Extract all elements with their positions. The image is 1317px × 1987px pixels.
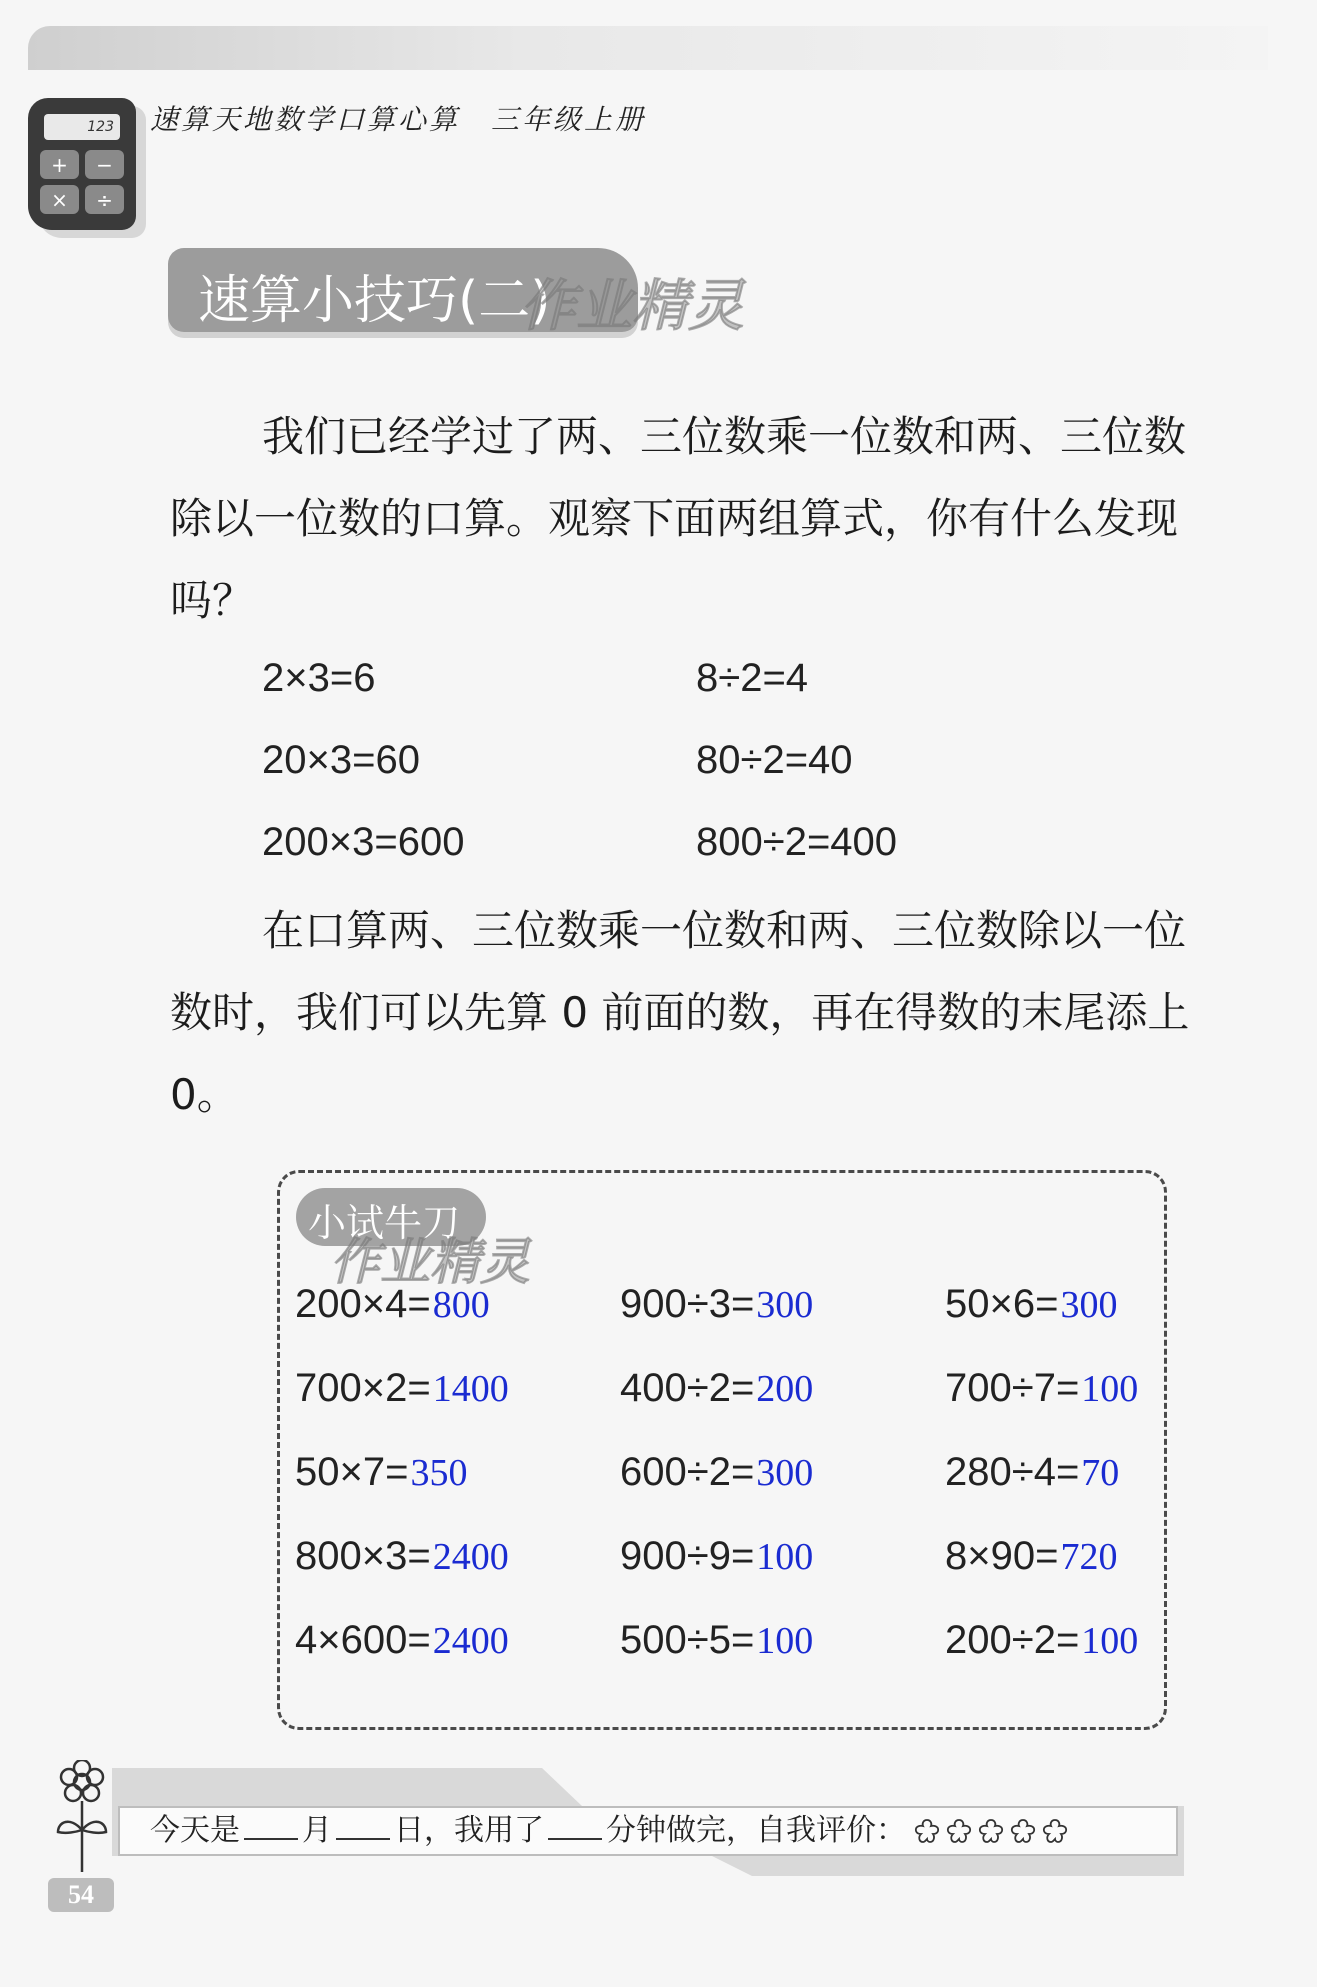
practice-answer[interactable]: 100 [1081, 1368, 1139, 1410]
flower-icon [52, 1760, 112, 1880]
day-blank[interactable] [336, 1808, 390, 1840]
practice-expression: 400÷2= [620, 1366, 755, 1410]
practice-item [945, 1282, 1117, 1327]
rating-flower-icon[interactable] [1040, 1817, 1070, 1847]
practice-answer[interactable]: 1400 [432, 1368, 509, 1410]
practice-answer[interactable]: 800 [432, 1284, 490, 1326]
rating-flower-icon[interactable] [944, 1817, 974, 1847]
practice-item [945, 1450, 1119, 1495]
practice-expression: 50×6= [945, 1282, 1059, 1326]
practice-answer[interactable]: 2400 [432, 1536, 509, 1578]
practice-answer[interactable]: 720 [1060, 1536, 1118, 1578]
practice-answer[interactable]: 350 [410, 1452, 468, 1494]
example-left-2: 20×3=60 [262, 738, 420, 782]
practice-answer[interactable]: 100 [1081, 1620, 1139, 1662]
rating-flower-icon[interactable] [1008, 1817, 1038, 1847]
practice-answer[interactable]: 100 [756, 1620, 814, 1662]
practice-answer[interactable]: 100 [756, 1536, 814, 1578]
watermark-top: 作业精灵 [520, 274, 744, 339]
page-number: 54 [48, 1878, 114, 1912]
practice-answer[interactable]: 200 [756, 1368, 814, 1410]
practice-answer[interactable]: 300 [756, 1452, 814, 1494]
practice-expression: 50×7= [295, 1450, 409, 1494]
practice-label: 小试牛刀 [308, 1201, 461, 1245]
practice-answer[interactable]: 300 [1060, 1284, 1118, 1326]
practice-answer[interactable]: 70 [1081, 1452, 1120, 1494]
practice-expression: 200÷2= [945, 1618, 1080, 1662]
header-band [28, 26, 1268, 70]
self-rating[interactable] [912, 1817, 1070, 1847]
practice-item [295, 1534, 509, 1579]
practice-item [620, 1534, 813, 1579]
example-right-1: 8÷2=4 [696, 656, 809, 700]
intro-paragraph: 我们已经学过了两、三位数乘一位数和两、三位数除以一位数的口算。观察下面两组算式，你有什么发现吗？ [170, 412, 1187, 625]
calculator-display: 123 [44, 114, 120, 140]
rating-flower-icon[interactable] [912, 1817, 942, 1847]
footer-self-evaluation: 今天是 月 日，我用了 分钟做完，自我评价： [150, 1806, 1070, 1856]
rating-flower-icon[interactable] [976, 1817, 1006, 1847]
calculator-keys [40, 150, 124, 214]
practice-expression: 500÷5= [620, 1618, 755, 1662]
practice-item [295, 1282, 490, 1327]
minus-key-icon: − [85, 150, 124, 179]
practice-expression: 900÷9= [620, 1534, 755, 1578]
practice-answer[interactable]: 2400 [432, 1620, 509, 1662]
example-right-2: 80÷2=40 [696, 738, 853, 782]
times-key-icon: × [40, 185, 79, 214]
practice-item [945, 1366, 1138, 1411]
practice-expression: 800×3= [295, 1534, 431, 1578]
watermark-practice: 作业精灵 [330, 1233, 530, 1291]
example-left-3: 200×3=600 [262, 820, 465, 864]
minutes-blank[interactable] [548, 1808, 602, 1840]
practice-item [620, 1282, 813, 1327]
practice-item [945, 1618, 1138, 1663]
practice-item [295, 1366, 509, 1411]
plus-key-icon: + [40, 150, 79, 179]
practice-expression: 8×90= [945, 1534, 1059, 1578]
practice-item [295, 1618, 509, 1663]
practice-item [295, 1450, 467, 1495]
practice-expression: 200×4= [295, 1282, 431, 1326]
practice-item [620, 1618, 813, 1663]
practice-expression: 4×600= [295, 1618, 431, 1662]
example-left-1: 2×3=6 [262, 656, 376, 700]
practice-item [945, 1534, 1117, 1579]
example-right-3: 800÷2=400 [696, 820, 898, 864]
practice-item [620, 1450, 813, 1495]
practice-item [620, 1366, 813, 1411]
rule-paragraph: 在口算两、三位数乘一位数和两、三位数除以一位数时，我们可以先算 0 前面的数，再在得数的末尾添上 0。 [170, 906, 1190, 1119]
practice-expression: 700×2= [295, 1366, 431, 1410]
practice-expression: 600÷2= [620, 1450, 755, 1494]
practice-expression: 700÷7= [945, 1366, 1080, 1410]
book-title: 速算天地数学口算心算 三年级上册 [150, 103, 647, 136]
practice-expression: 280÷4= [945, 1450, 1080, 1494]
divide-key-icon: ÷ [85, 185, 124, 214]
month-blank[interactable] [244, 1808, 298, 1840]
practice-answer[interactable]: 300 [756, 1284, 814, 1326]
calculator-icon [28, 98, 136, 230]
practice-expression: 900÷3= [620, 1282, 755, 1326]
section-title: 速算小技巧(二) [198, 271, 551, 331]
